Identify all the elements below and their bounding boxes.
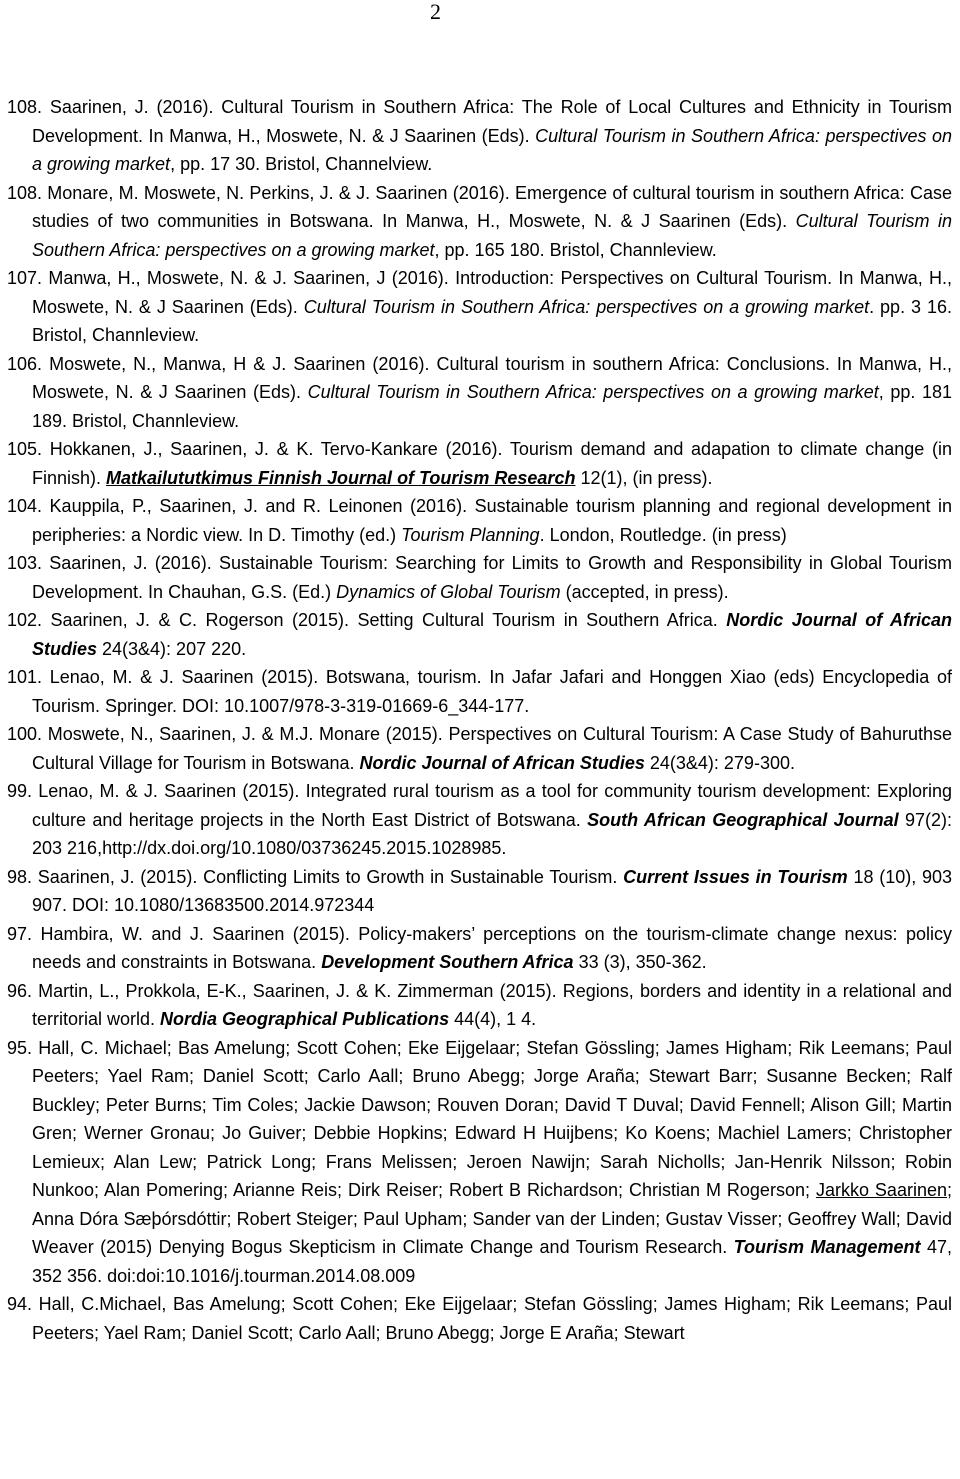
reference-text bbox=[7, 720, 952, 777]
reference-text bbox=[7, 549, 952, 606]
reference-segment: 106. Moswete, N., Manwa, H & J. Saarinen (2016). Cultural tourism in southern Africa: Conclusions. In Manwa, H., Moswete, N. & J Saarinen (Eds). bbox=[7, 353, 952, 402]
reference-segment: 101. Lenao, M. & J. Saarinen (2015). Botswana, tourism. In Jafar Jafari and Honggen Xiao (eds) Encyclopedia of Tourism. Springer. DOI: 10.1007/978-3-319-01669-6_344-177. bbox=[7, 667, 952, 716]
reference-entry bbox=[0, 435, 960, 492]
reference-segment: 99. Lenao, M. & J. Saarinen (2015). Integrated rural tourism as a tool for community tourism development: Exploring culture and heritage projects in the North East District of Botswana. bbox=[7, 781, 952, 830]
reference-entry bbox=[0, 663, 960, 720]
reference-text bbox=[7, 606, 953, 663]
reference-segment: , pp. 165 180. Bristol, Channleview. bbox=[434, 239, 717, 260]
reference-emphasis: Tourism Planning bbox=[401, 524, 540, 545]
reference-entry bbox=[0, 777, 960, 863]
reference-segment: 12(1), (in press). bbox=[575, 467, 713, 488]
reference-segment: 18 (10), 903 907. DOI: 10.1080/13683500.2014.972344 bbox=[32, 866, 952, 915]
reference-entry bbox=[0, 1034, 960, 1291]
reference-segment: , pp. 181 189. Bristol, Channleview. bbox=[32, 382, 953, 431]
reference-segment: 104. Kauppila, P., Saarinen, J. and R. Leinonen (2016). Sustainable tourism planning and regional development in peripheries: a Nordic view. In D. Timothy (ed.) bbox=[7, 496, 952, 545]
reference-segment: 103. Saarinen, J. (2016). Sustainable Tourism: Searching for Limits to Growth and Responsibility in Global Tourism Development. In Chauhan, G.S. (Ed.) bbox=[7, 553, 952, 602]
reference-entry bbox=[0, 977, 960, 1034]
reference-entry bbox=[0, 1290, 960, 1347]
reference-segment: 44(4), 1 4. bbox=[449, 1009, 537, 1029]
reference-segment: 97(2): 203 216,http://dx.doi.org/10.1080/03736245.2015.1028985. bbox=[32, 809, 953, 858]
reference-emphasis: Jarkko Saarinen bbox=[815, 1180, 947, 1200]
reference-emphasis: South African Geographical Journal bbox=[587, 809, 899, 830]
reference-segment: 94. Hall, C.Michael, Bas Amelung; Scott Cohen; Eke Eijgelaar; Stefan Gössling; James Higham; Rik Leemans; Paul Peeters; Yael Ram; Daniel Scott; Carlo Aall; Bruno Abegg; Jorge E Araña; Stewart bbox=[7, 1294, 952, 1343]
reference-entry bbox=[0, 264, 960, 350]
reference-emphasis: Cultural Tourism in Southern Africa: perspectives on a growing market bbox=[303, 296, 870, 317]
reference-segment: 95. Hall, C. Michael; Bas Amelung; Scott Cohen; Eke Eijgelaar; Stefan Gössling; James Higham; Rik Leemans; Paul Peeters; Yael Ram; Daniel Scott; Carlo Aall; Bruno Abegg; Jorge Araña; Stewart Barr; Susanne Becken; Ralf Buckley; Peter Burns; Tim Coles; Jackie Dawson; Rouven Doran; David T Duval; David Fennell; Alison Gill; Martin Gren; Werner Gronau; Jo Guiver; Debbie Hopkins; Edward H Huijbens; Ko Koens; Machiel Lamers; Christopher Lemieux; Alan Lew; Patrick Long; Frans Melissen; Jeroen Nawijn; Sarah Nicholls; Jan-Henrik Nilsson; Robin Nunkoo; Alan Pomering; Arianne Reis; Dirk Reiser; Robert B Richardson; Christian M Rogerson; bbox=[7, 1037, 952, 1200]
reference-segment: 107. Manwa, H., Moswete, N. & J. Saarinen, J (2016). Introduction: Perspectives on Cultural Tourism. In Manwa, H., Moswete, N. & J Saarinen (Eds). bbox=[7, 268, 952, 317]
reference-emphasis: Cultural Tourism in Southern Africa: perspectives on a growing market bbox=[32, 211, 952, 260]
reference-emphasis: Cultural Tourism in Southern Africa: perspectives on a growing market bbox=[32, 125, 953, 174]
reference-text bbox=[7, 777, 953, 863]
reference-segment: , pp. 17 30. Bristol, Channelview. bbox=[170, 154, 433, 174]
reference-segment: . pp. 3 16. Bristol, Channleview. bbox=[32, 296, 952, 345]
reference-entry bbox=[0, 549, 960, 606]
reference-segment: 105. Hokkanen, J., Saarinen, J. & K. Tervo-Kankare (2016). Tourism demand and adapation to climate change (in Finnish). bbox=[7, 439, 952, 488]
reference-segment: (accepted, in press). bbox=[560, 581, 729, 602]
reference-entry bbox=[0, 93, 960, 179]
reference-text bbox=[7, 350, 953, 436]
reference-text bbox=[7, 435, 952, 492]
reference-text bbox=[7, 1290, 952, 1347]
reference-entry bbox=[0, 179, 960, 265]
reference-emphasis: Tourism Management bbox=[733, 1237, 921, 1257]
reference-segment: 100. Moswete, N., Saarinen, J. & M.J. Monare (2015). Perspectives on Cultural Tourism: A Case Study of Bahuruthse Cultural Village for Tourism in Botswana. bbox=[7, 724, 952, 773]
reference-segment: 96. Martin, L., Prokkola, E-K., Saarinen, J. & K. Zimmerman (2015). Regions, borders and identity in a relational and territorial world. bbox=[7, 980, 952, 1029]
reference-segment: 24(3&4): 279-300. bbox=[644, 752, 795, 773]
reference-entry bbox=[0, 920, 960, 977]
reference-text bbox=[7, 264, 952, 350]
reference-entry bbox=[0, 350, 960, 436]
reference-emphasis: Nordic Journal of African Studies bbox=[32, 610, 953, 659]
reference-emphasis: Cultural Tourism in Southern Africa: perspectives on a growing market bbox=[307, 382, 879, 402]
reference-segment: 108. Monare, M. Moswete, N. Perkins, J. & J. Saarinen (2016). Emergence of cultural tourism in southern Africa: Case studies of two communities in Botswana. In Manwa, H., Moswete, N. & J Saarinen (Eds). bbox=[7, 182, 952, 231]
reference-segment: 33 (3), 350-362. bbox=[573, 952, 707, 972]
reference-text bbox=[7, 663, 952, 720]
reference-list bbox=[0, 93, 960, 1347]
reference-emphasis: Development Southern Africa bbox=[321, 952, 574, 972]
reference-segment: 97. Hambira, W. and J. Saarinen (2015). Policy-makers’ perceptions on the tourism-climate change nexus: policy needs and constraints in Botswana. bbox=[7, 923, 952, 972]
reference-emphasis: Matkailututkimus Finnish Journal of Tourism Research bbox=[106, 467, 576, 488]
reference-segment: 47, 352 356. doi:doi:10.1016/j.tourman.2014.08.009 bbox=[32, 1237, 952, 1286]
reference-text bbox=[7, 977, 952, 1034]
reference-segment: 24(3&4): 207 220. bbox=[97, 638, 247, 659]
reference-segment: 108. Saarinen, J. (2016). Cultural Tourism in Southern Africa: The Role of Local Cultures and Ethnicity in Tourism Development. In Manwa, H., Moswete, N. & J Saarinen (Eds). bbox=[7, 97, 952, 146]
reference-text bbox=[7, 93, 953, 179]
reference-text bbox=[7, 492, 952, 549]
reference-emphasis: Nordic Journal of African Studies bbox=[359, 752, 645, 773]
reference-segment: ; Anna Dóra Sæþórsdóttir; Robert Steiger; Paul Upham; Sander van der Linden; Gustav Visser; Geoffrey Wall; David Weaver (2015) Denying Bogus Skepticism in Climate Change and Tourism Research. bbox=[32, 1180, 952, 1257]
reference-emphasis: Current Issues in Tourism bbox=[623, 866, 848, 887]
reference-entry bbox=[0, 606, 960, 663]
reference-entry bbox=[0, 720, 960, 777]
reference-segment: 98. Saarinen, J. (2015). Conflicting Limits to Growth in Sustainable Tourism. bbox=[7, 866, 624, 887]
reference-entry bbox=[0, 863, 960, 920]
reference-segment: . London, Routledge. (in press) bbox=[539, 524, 787, 545]
reference-emphasis: Nordia Geographical Publications bbox=[160, 1009, 450, 1029]
reference-emphasis: Dynamics of Global Tourism bbox=[336, 581, 561, 602]
reference-segment: 102. Saarinen, J. & C. Rogerson (2015). Setting Cultural Tourism in Southern Africa. bbox=[7, 610, 727, 630]
reference-text bbox=[7, 863, 952, 920]
reference-text bbox=[7, 179, 952, 265]
reference-text bbox=[7, 1034, 952, 1291]
reference-text bbox=[7, 920, 952, 977]
reference-entry bbox=[0, 492, 960, 549]
